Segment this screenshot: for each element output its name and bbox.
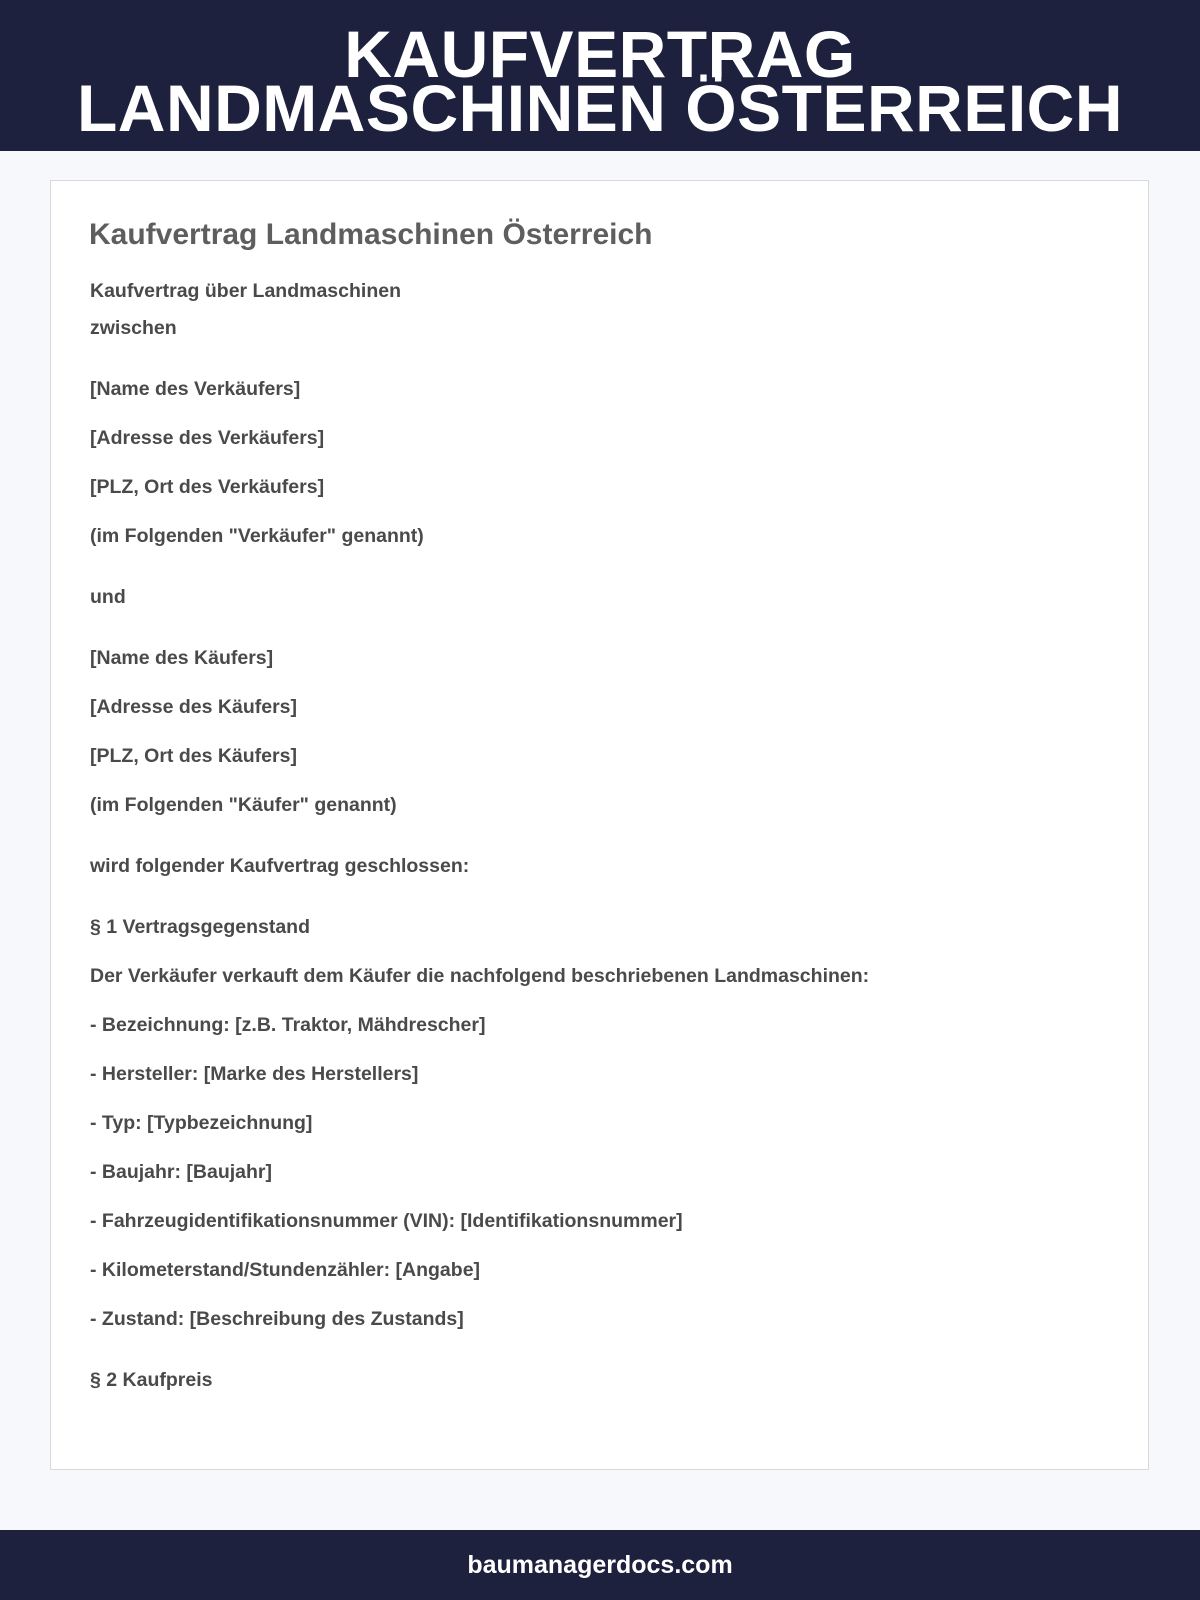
- seller-designation: (im Folgenden "Verkäufer" genannt): [90, 525, 424, 547]
- item-vin: - Fahrzeugidentifikationsnummer (VIN): [Identifikationsnummer]: [90, 1210, 683, 1232]
- section-1-intro: Der Verkäufer verkauft dem Käufer die nachfolgend beschriebenen Landmaschinen:: [90, 965, 870, 987]
- doc-line-und: und: [90, 586, 126, 608]
- header-title-line-2: LANDMASCHINEN ÖSTERREICH: [76, 71, 1124, 145]
- contract-intro: wird folgender Kaufvertrag geschlossen:: [90, 855, 470, 877]
- seller-city: [PLZ, Ort des Verkäufers]: [90, 476, 325, 498]
- document-title: Kaufvertrag Landmaschinen Österreich: [89, 218, 653, 251]
- footer-site-link[interactable]: baumanagerdocs.com: [467, 1551, 733, 1579]
- item-typ: - Typ: [Typbezeichnung]: [90, 1112, 313, 1134]
- seller-name: [Name des Verkäufers]: [90, 378, 301, 400]
- item-baujahr: - Baujahr: [Baujahr]: [90, 1161, 273, 1183]
- item-zustand: - Zustand: [Beschreibung des Zustands]: [90, 1308, 464, 1330]
- header-title: [0, 0, 1200, 145]
- buyer-address: [Adresse des Käufers]: [90, 696, 297, 718]
- header-title-line-1: KAUFVERTRAG: [344, 17, 856, 91]
- seller-address: [Adresse des Verkäufers]: [90, 427, 325, 449]
- item-bezeichnung: - Bezeichnung: [z.B. Traktor, Mähdrescher]: [90, 1014, 486, 1036]
- doc-heading: Kaufvertrag über Landmaschinen: [90, 280, 401, 302]
- page-header: [0, 0, 1200, 151]
- buyer-city: [PLZ, Ort des Käufers]: [90, 745, 297, 767]
- item-hersteller: - Hersteller: [Marke des Herstellers]: [90, 1063, 419, 1085]
- doc-line-zwischen: zwischen: [90, 317, 177, 339]
- buyer-designation: (im Folgenden "Käufer" genannt): [90, 794, 397, 816]
- page-footer: [0, 1530, 1200, 1600]
- buyer-name: [Name des Käufers]: [90, 647, 274, 669]
- section-2-heading: § 2 Kaufpreis: [90, 1369, 213, 1391]
- item-kilometerstand: - Kilometerstand/Stundenzähler: [Angabe]: [90, 1259, 481, 1281]
- section-1-heading: § 1 Vertragsgegenstand: [90, 916, 311, 938]
